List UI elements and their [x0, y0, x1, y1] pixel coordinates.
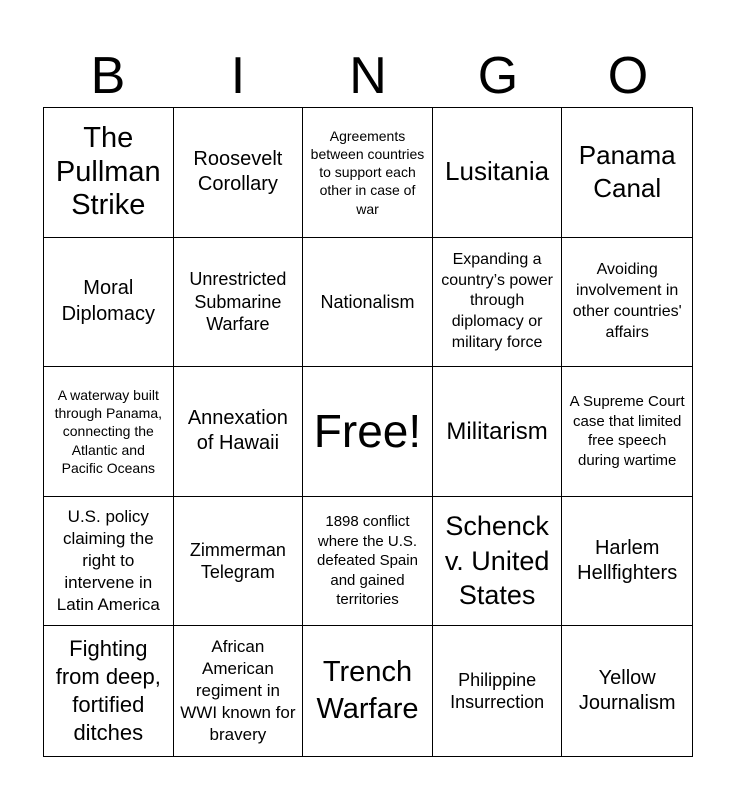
bingo-cell-r5-c5[interactable] — [562, 626, 692, 756]
bingo-cell-r5-c2[interactable] — [174, 626, 304, 756]
bingo-cell-r2-c1[interactable] — [44, 238, 174, 368]
cell-text: Annexation of Hawaii — [187, 406, 288, 455]
bingo-cell-r3-c2[interactable] — [174, 367, 304, 497]
cell-text: Schenck v. United States — [444, 511, 550, 611]
bingo-cell-r4-c5[interactable] — [562, 497, 692, 627]
cell-text: Panama Canal — [578, 139, 676, 204]
cell-text: Moral Diplomacy — [61, 277, 155, 325]
cell-text: Trench Warfare — [316, 655, 419, 726]
header-letter-b: B — [90, 47, 126, 105]
header-letter-o: O — [607, 47, 649, 105]
bingo-cell-r1-c3[interactable] — [303, 108, 433, 238]
cell-text: U.S. policy claiming the right to intervene in Latin America — [56, 506, 160, 615]
cell-text: Unrestricted Submarine Warfare — [189, 269, 287, 335]
header-letter-g: G — [477, 47, 519, 105]
cell-text: African American regiment in WWI known for bravery — [180, 636, 296, 745]
bingo-cell-r1-c5[interactable] — [562, 108, 692, 238]
cell-text: 1898 conflict where the U.S. defeated Spain and gained territories — [317, 513, 418, 609]
bingo-cell-r1-c1[interactable] — [44, 108, 174, 238]
cell-text: Roosevelt Corollary — [193, 147, 283, 196]
bingo-cell-r2-c4[interactable] — [433, 238, 563, 368]
bingo-header — [43, 44, 693, 108]
bingo-cell-r3-c5[interactable] — [562, 367, 692, 497]
cell-text: Expanding a country’s power through diplomacy or military force — [441, 250, 553, 352]
bingo-cell-r2-c2[interactable] — [174, 238, 304, 368]
bingo-cell-r5-c4[interactable] — [433, 626, 563, 756]
cell-text: Militarism — [446, 417, 548, 445]
cell-text: Yellow Journalism — [578, 666, 676, 715]
cell-text: A Supreme Court case that limited free speech during wartime — [569, 393, 685, 469]
cell-text: Philippine Insurrection — [450, 669, 545, 713]
bingo-cell-r4-c1[interactable] — [44, 497, 174, 627]
cell-text: Free! — [313, 405, 422, 458]
bingo-cell-r5-c1[interactable] — [44, 626, 174, 756]
bingo-board — [43, 107, 693, 757]
cell-text: Agreements between countries to support each other in case of war — [310, 127, 425, 217]
cell-text: The Pullman Strike — [55, 122, 161, 221]
bingo-cell-r3-c4[interactable] — [433, 367, 563, 497]
cell-text: Zimmerman Telegram — [189, 539, 286, 583]
bingo-cell-r4-c3[interactable] — [303, 497, 433, 627]
header-letter-n: N — [349, 47, 387, 105]
bingo-cell-r2-c5[interactable] — [562, 238, 692, 368]
bingo-cell-r4-c4[interactable] — [433, 497, 563, 627]
cell-text: Harlem Hellfighters — [577, 536, 678, 585]
cell-text: Lusitania — [445, 156, 550, 187]
bingo-cell-r2-c3[interactable] — [303, 238, 433, 368]
bingo-cell-r1-c4[interactable] — [433, 108, 563, 238]
bingo-cell-r1-c2[interactable] — [174, 108, 304, 238]
header-letter-i: I — [230, 47, 246, 105]
bingo-cell-r4-c2[interactable] — [174, 497, 304, 627]
bingo-cell-r5-c3[interactable] — [303, 626, 433, 756]
bingo-cell-free[interactable] — [303, 367, 433, 497]
cell-text: Nationalism — [320, 291, 415, 312]
bingo-cell-r3-c1[interactable] — [44, 367, 174, 497]
cell-text: A waterway built through Panama, connecting the Atlantic and Pacific Oceans — [54, 387, 162, 476]
cell-text: Fighting from deep, fortified ditches — [55, 636, 161, 746]
cell-text: Avoiding involvement in other countries' affairs — [572, 261, 682, 341]
